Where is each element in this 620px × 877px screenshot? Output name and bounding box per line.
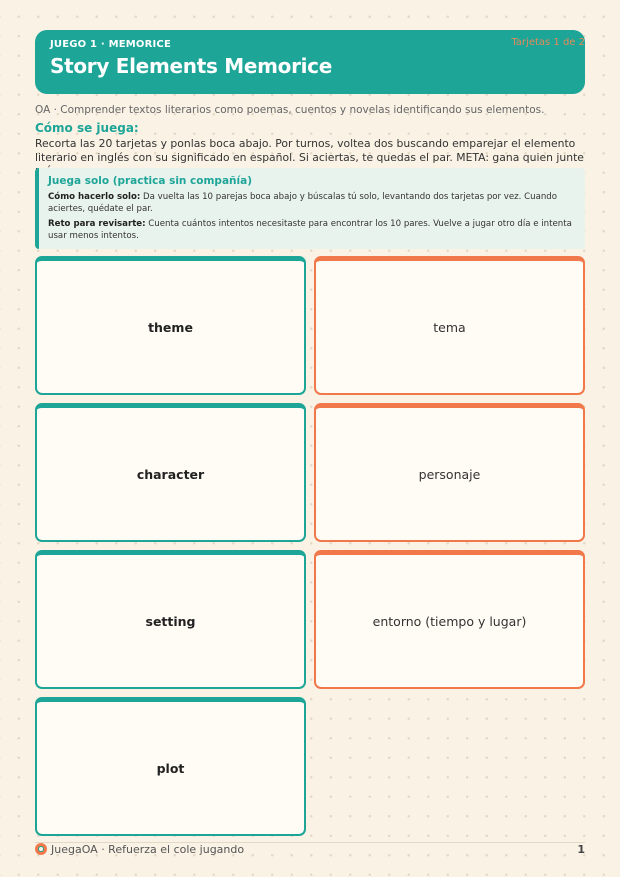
solo-title: Juega solo (practica sin compañía)	[48, 175, 252, 187]
card-theme-spanish: tema	[314, 256, 585, 395]
footer-brand: JuegaOA · Refuerza el cole jugando	[51, 843, 245, 856]
card-theme-english: theme	[35, 256, 306, 395]
page-header	[35, 30, 585, 94]
card-setting-spanish: entorno (tiempo y lugar)	[314, 550, 585, 689]
solo-how	[48, 191, 575, 215]
card-character-spanish: personaje	[314, 403, 585, 542]
instructions-title: Cómo se juega:	[35, 121, 139, 135]
page-title: Story Elements Memorice	[50, 54, 333, 78]
solo-challenge	[48, 218, 575, 242]
solo-challenge-text: Cuenta cuántos intentos necesitaste para encontrar los 10 pares. Vuelve a jugar otro día e intenta usar menos intentos.	[48, 219, 572, 241]
instructions-body: Recorta las 20 tarjetas y ponlas boca abajo. Por turnos, voltea dos buscando emparejar el elemento literario en inglés con su significado en español. Si aciertas, te quedas el par. META: gana quien junte	[35, 137, 584, 164]
card-plot-english: plot	[35, 697, 306, 836]
target-logo-icon	[35, 843, 47, 855]
sheet-tag: Tarjetas 1 de 2	[511, 37, 585, 48]
learning-objective: OA · Comprender textos literarios como poemas, cuentos y novelas identificando sus elementos.	[35, 104, 545, 116]
solo-how-text: Da vuelta las 10 parejas boca abajo y búscalas tú solo, levantando dos tarjetas por vez. Cuando aciertes, quédate el par.	[48, 192, 558, 214]
solo-play-box	[35, 168, 585, 249]
page-number: 1	[577, 843, 585, 856]
solo-challenge-label: Reto para revisarte:	[48, 219, 146, 229]
game-kicker: JUEGO 1 · MEMORICE	[50, 39, 172, 50]
card-setting-english: setting	[35, 550, 306, 689]
solo-how-label: Cómo hacerlo solo:	[48, 192, 141, 202]
card-character-english: character	[35, 403, 306, 542]
